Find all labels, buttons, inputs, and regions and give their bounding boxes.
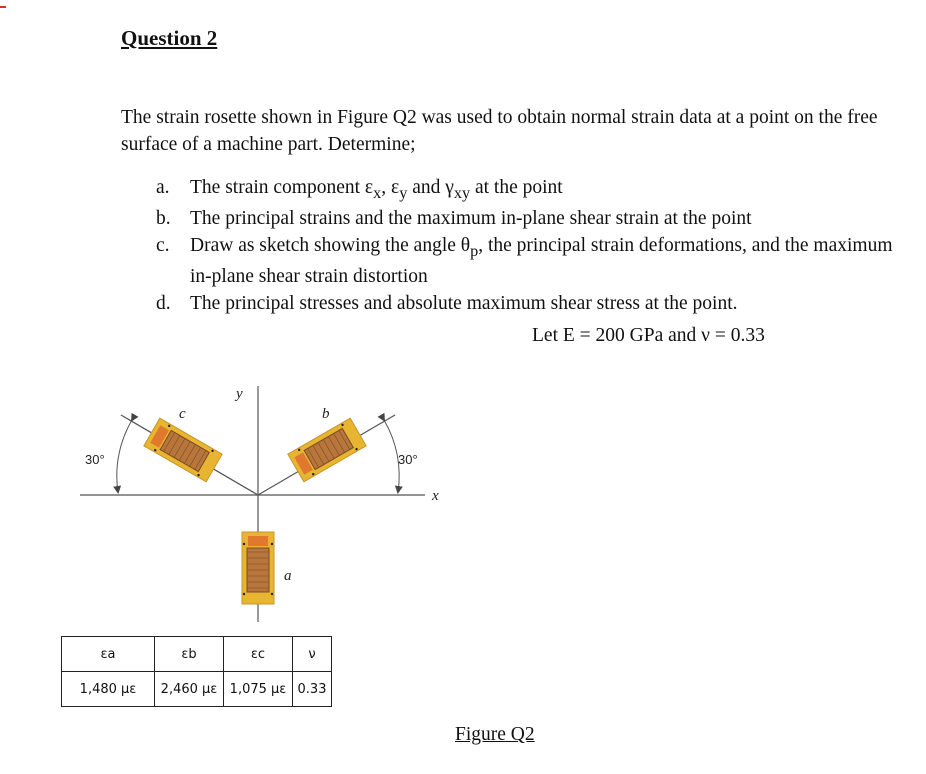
table-cell: 1,480 με <box>62 672 155 707</box>
gauge-c <box>144 418 222 482</box>
part-d <box>156 291 896 318</box>
question-parts <box>156 175 896 317</box>
given-values: Let E = 200 GPa and ν = 0.33 <box>532 325 765 346</box>
part-c <box>156 233 896 291</box>
figure-caption: Figure Q2 <box>455 724 535 745</box>
angle-arc-left <box>117 420 132 492</box>
angle-arc-right <box>384 420 399 492</box>
strain-data-table <box>61 636 332 707</box>
part-text: The principal strains and the maximum in-plane shear strain at the point <box>190 208 752 230</box>
corner-mark <box>0 6 6 8</box>
part-text: The principal stresses and absolute maximum shear stress at the point. <box>190 292 738 314</box>
table-cell: 0.33 <box>293 672 332 707</box>
part-text: Draw as sketch showing the angle $\theta_p$, the principal strain deformations, and the maximum in-plane shear strain distortion <box>190 234 893 288</box>
table-cell: 1,075 με <box>224 672 293 707</box>
table-header: εb <box>155 637 224 672</box>
label-b: b <box>322 406 330 422</box>
table-cell: 2,460 με <box>155 672 224 707</box>
rosette-diagram <box>75 380 475 630</box>
angle-label-left: 30° <box>85 452 105 467</box>
angle-label-right: 30° <box>398 452 418 467</box>
gauge-a <box>242 532 274 604</box>
part-a <box>156 175 896 206</box>
part-label: b. <box>156 208 171 230</box>
label-x: x <box>432 488 439 504</box>
part-label: a. <box>156 177 170 198</box>
part-label: d. <box>156 292 171 314</box>
question-title: Question 2 <box>121 26 218 50</box>
label-a: a <box>284 568 292 584</box>
table-header-row <box>62 637 332 672</box>
table-header: ν <box>293 637 332 672</box>
label-c: c <box>179 406 186 422</box>
gauge-b <box>288 418 366 482</box>
label-y: y <box>236 386 243 402</box>
table-header: εc <box>224 637 293 672</box>
table-header: εa <box>62 637 155 672</box>
part-b <box>156 206 896 233</box>
part-label: c. <box>156 234 170 256</box>
intro-paragraph: The strain rosette shown in Figure Q2 was used to obtain normal strain data at a point on the free surface of a machine part. Determine; <box>121 107 878 155</box>
table-value-row <box>62 672 332 707</box>
part-text: The strain component $\varepsilon_x$, $\varepsilon_y$ and $\gamma_{xy}$ at the point <box>190 177 563 202</box>
